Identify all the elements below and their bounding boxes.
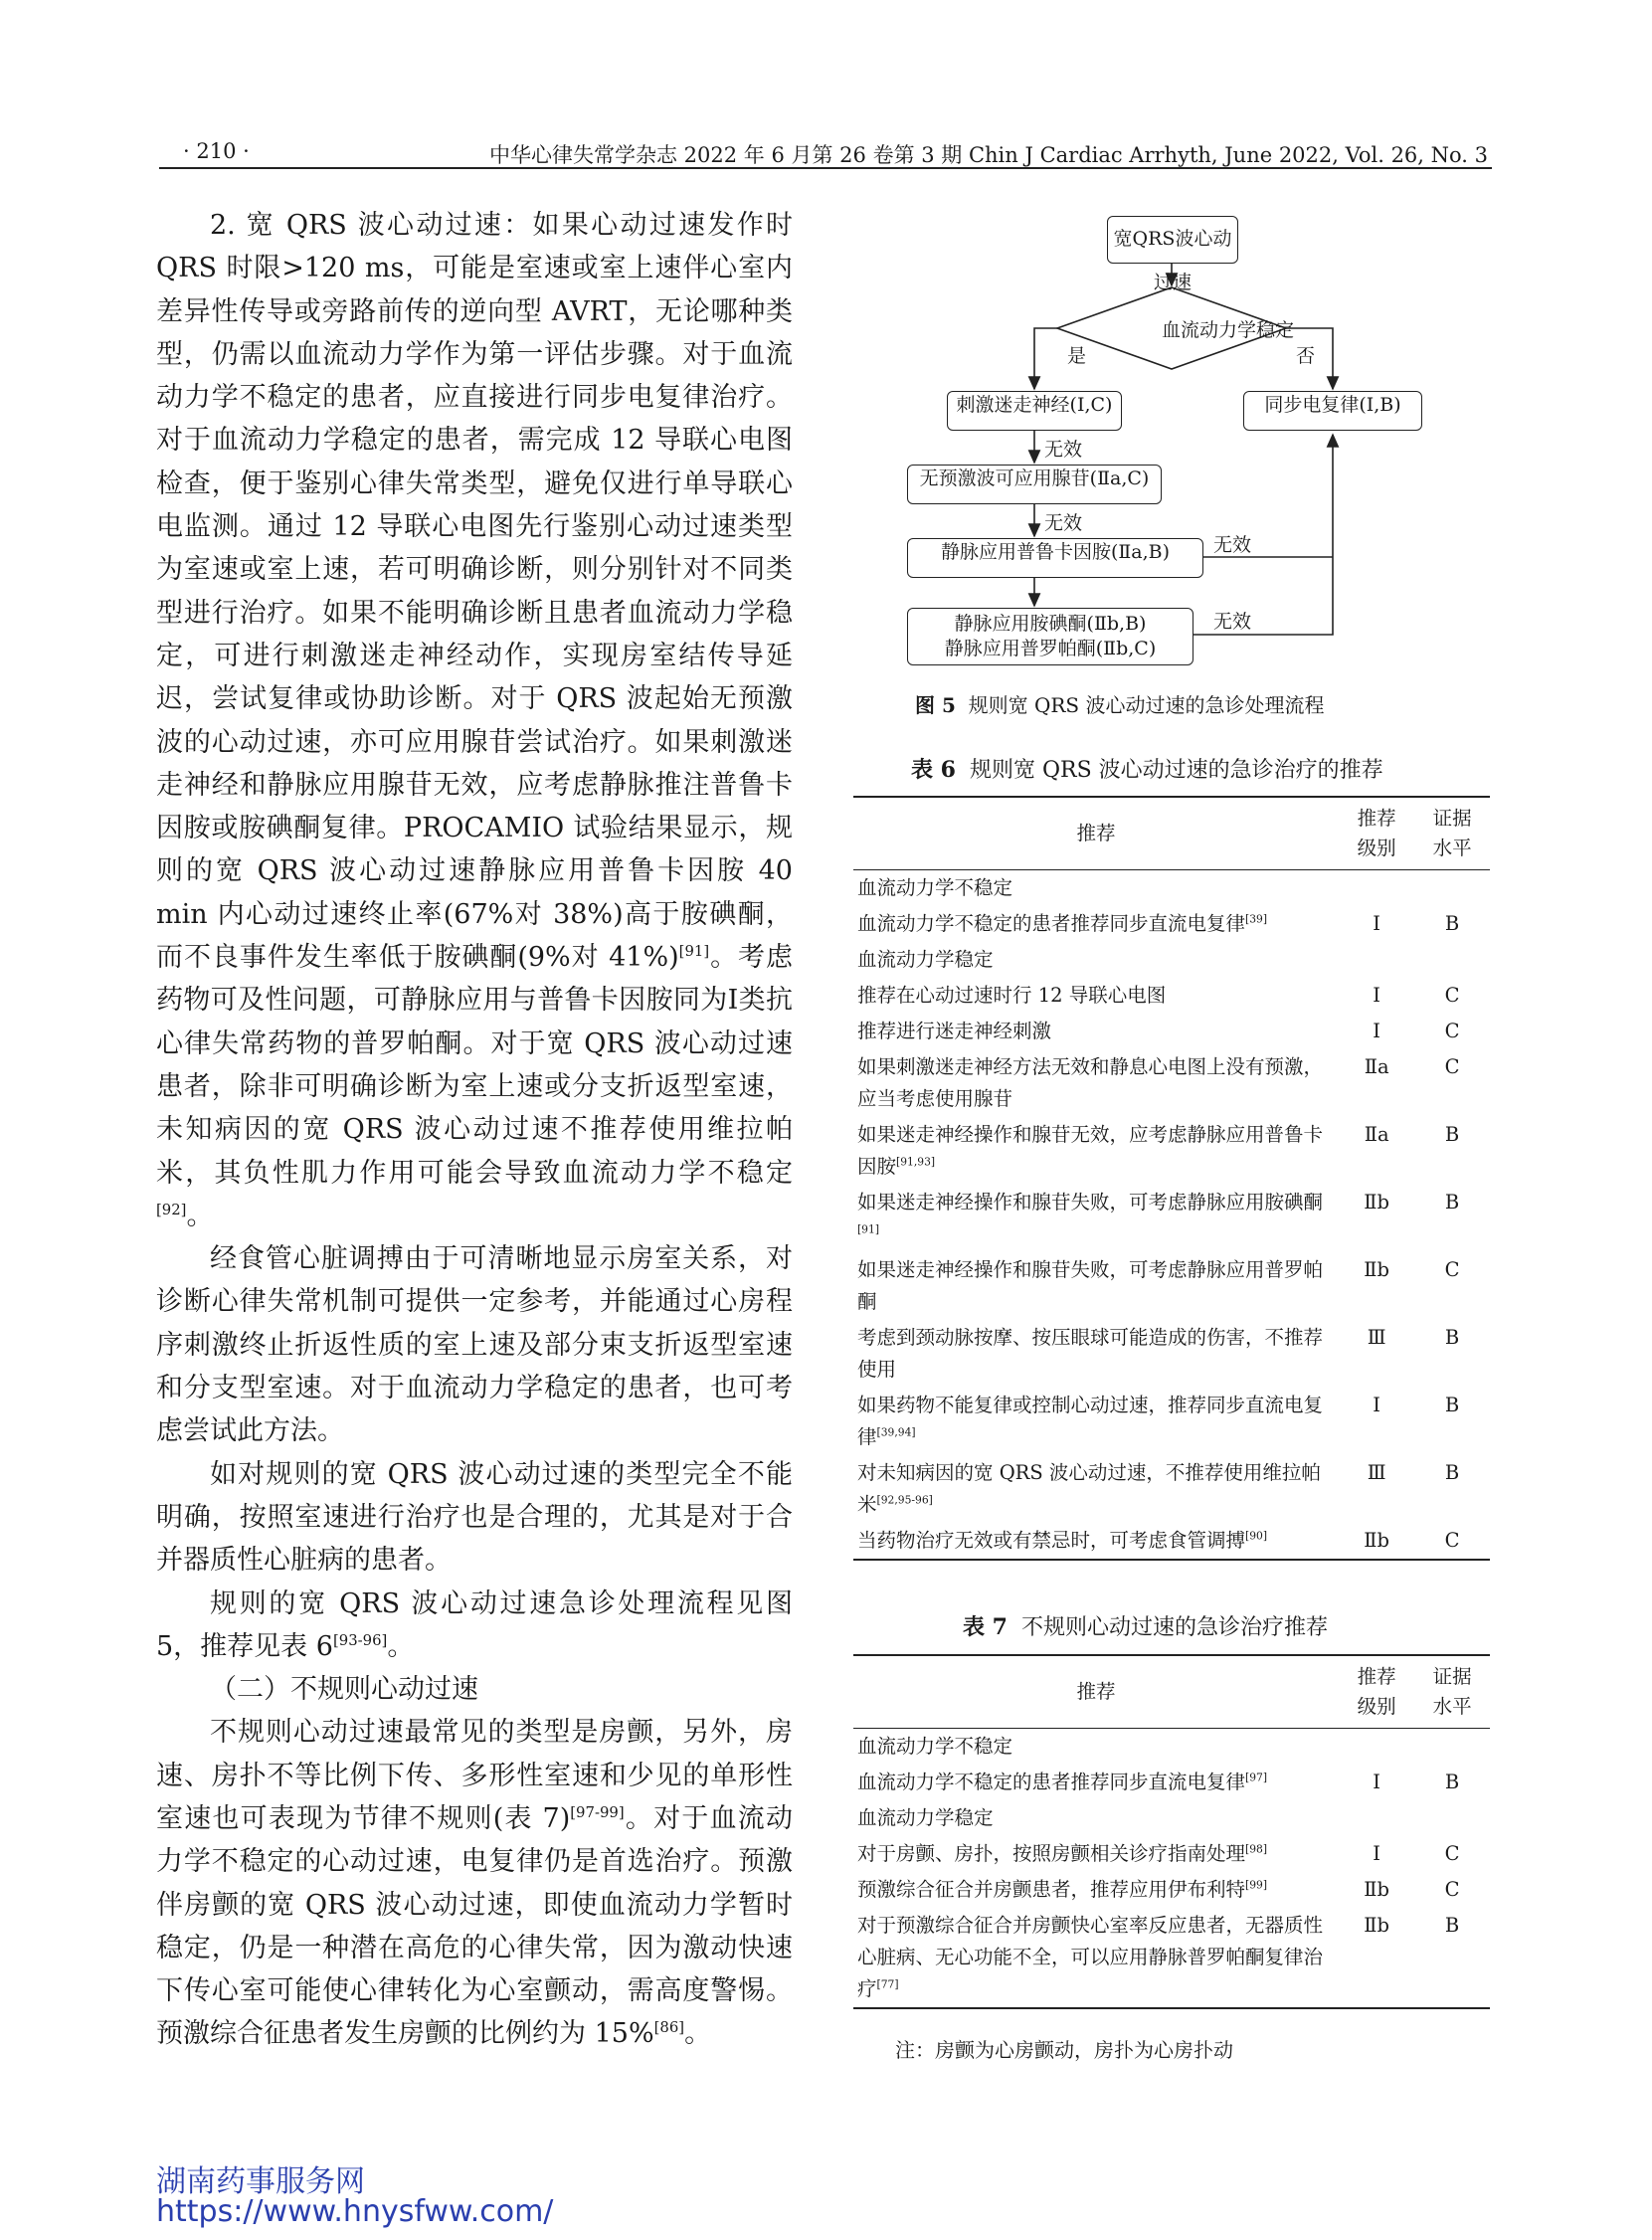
citation: [90] bbox=[1245, 1529, 1268, 1543]
paragraph-wide-qrs: 2. 宽 QRS 波心动过速：如果心动过速发作时 QRS 时限>120 ms，可能是室速或室上速伴心室内差异性传导或旁路前传的逆向型 AVRT，无论哪种类型，仍需以血流动力学作为第一评估步骤。对于血流动力学不稳定的患者，应直接进行同步电复律治疗。对于血流动力学稳定的患者，需完成 12 导联心电图检查，便于鉴别心律失常类型，避免仅进行单导联心电监测。通过 12 导联心电图先行鉴别心动过速类型为室速或室上速，若可明确诊断，则分别针对不同类型进行治疗。如果不能明确诊断且患者血流动力学稳定，可进行刺激迷走神经动作，实现房室结传导延迟，尝试复律或协助诊断。对于 QRS 波起始无预激波的心动过速，亦可应用腺苷尝试治疗。如果刺激迷走神经和静脉应用腺苷无效，应考虑静脉推注普鲁卡因胺或胺碘酮复律。PROCAMIO 试验结果显示，规则的宽 QRS 波心动过速静脉应用普鲁卡因胺 40 min 内心动过速终止率(67%对 38%)高于胺碘酮，而不良事件发生率低于胺碘酮(9%对 41%)[91]。考虑药物可及性问题，可静脉应用与普鲁卡因胺同为Ⅰ类抗心律失常药物的普罗帕酮。对于宽 QRS 波心动过速患者，除非可明确诊断为室上速或分支折返型室速，未知病因的宽 QRS 波心动过速不推荐使用维拉帕米，其负性肌力作用可能会导致血流动力学不稳定[92]。 bbox=[156, 210, 794, 1231]
class-cell: Ⅰ bbox=[1373, 1394, 1380, 1416]
table-row bbox=[853, 1049, 1490, 1117]
table-7-note: 注：房颤为心房颤动，房扑为心房扑动 bbox=[895, 2038, 1233, 2062]
table-row bbox=[853, 1872, 1490, 1908]
flowchart-figure-5 bbox=[895, 204, 1452, 671]
flow-cardioversion: 同步电复律(Ⅰ,B) bbox=[1243, 391, 1422, 431]
flow-start: 宽QRS波心动过速 bbox=[1107, 216, 1238, 264]
recommendation-cell: 推荐在心动过速时行 12 导联心电图 bbox=[857, 984, 1167, 1007]
recommendation-cell: 对于房颤、房扑，按照房颤相关诊疗指南处理[98] bbox=[857, 1842, 1268, 1865]
class-cell: Ⅱb bbox=[1364, 1258, 1390, 1281]
table-header-row bbox=[853, 797, 1490, 870]
class-cell: Ⅱb bbox=[1364, 1191, 1390, 1213]
flow-no-label: 否 bbox=[1296, 345, 1316, 367]
col-level: 证据 水平 bbox=[1414, 797, 1490, 870]
table-group-row bbox=[853, 870, 1490, 907]
level-cell: B bbox=[1444, 1461, 1460, 1484]
arrow-yes bbox=[1034, 328, 1057, 389]
table-group-row bbox=[853, 942, 1490, 978]
level-cell: C bbox=[1444, 984, 1460, 1007]
citation: [91,93] bbox=[896, 1155, 936, 1169]
group-label: 血流动力学稳定 bbox=[857, 1806, 994, 1829]
recommendation-cell: 如果迷走神经操作和腺苷失败，可考虑静脉应用普罗帕酮 bbox=[857, 1258, 1324, 1313]
group-label: 血流动力学不稳定 bbox=[857, 876, 1013, 899]
citation: [97] bbox=[1245, 1771, 1268, 1784]
citation: [77] bbox=[876, 1977, 899, 1991]
table-row bbox=[853, 1185, 1490, 1252]
level-cell: B bbox=[1444, 1394, 1460, 1416]
table-7 bbox=[853, 1654, 1490, 2009]
recommendation-cell: 考虑到颈动脉按摩、按压眼球可能造成的伤害，不推荐使用 bbox=[857, 1326, 1324, 1381]
section-heading: （二）不规则心动过速 bbox=[210, 1674, 478, 1706]
citation: [39] bbox=[1245, 912, 1268, 926]
flow-adenosine: 无预激波可应用腺苷(Ⅱa,C) bbox=[907, 465, 1162, 504]
col-level: 证据 水平 bbox=[1414, 1655, 1490, 1729]
level-cell: C bbox=[1444, 1878, 1460, 1901]
flow-ineffective-3: 无效 bbox=[1213, 534, 1252, 556]
class-cell: Ⅱa bbox=[1364, 1055, 1389, 1078]
class-cell: Ⅰ bbox=[1373, 984, 1380, 1007]
flow-procainamide: 静脉应用普鲁卡因胺(Ⅱa,B) bbox=[907, 538, 1203, 578]
level-cell: C bbox=[1444, 1055, 1460, 1078]
flow-decision-label: 血流动力学稳定 bbox=[1162, 319, 1295, 341]
table-row bbox=[853, 1523, 1490, 1560]
col-class: 推荐 级别 bbox=[1339, 797, 1414, 870]
table-group-row bbox=[853, 1729, 1490, 1766]
table-row bbox=[853, 1908, 1490, 2008]
recommendation-cell: 当药物治疗无效或有禁忌时，可考虑食管调搏[90] bbox=[857, 1529, 1268, 1552]
paragraph-flow-ref: 规则的宽 QRS 波心动过速急诊处理流程见图 5，推荐见表 6[93-96]。 bbox=[156, 1587, 793, 1662]
left-column bbox=[156, 204, 793, 2056]
table-row bbox=[853, 1388, 1490, 1455]
class-cell: Ⅲ bbox=[1367, 1326, 1386, 1349]
class-cell: Ⅱa bbox=[1364, 1123, 1389, 1146]
group-label: 血流动力学稳定 bbox=[857, 948, 994, 971]
citation: [91] bbox=[678, 942, 710, 961]
class-cell: Ⅱb bbox=[1364, 1878, 1389, 1901]
class-cell: Ⅱb bbox=[1364, 1914, 1389, 1937]
flow-ineffective-2: 无效 bbox=[1044, 512, 1083, 534]
class-cell: Ⅰ bbox=[1373, 1771, 1380, 1793]
citation: [91] bbox=[857, 1222, 880, 1236]
class-cell: Ⅰ bbox=[1373, 1842, 1380, 1865]
citation: [93-96] bbox=[332, 1630, 388, 1649]
table-header-row bbox=[853, 1655, 1490, 1729]
paragraph-unclear-type: 如对规则的宽 QRS 波心动过速的类型完全不能明确，按照室速进行治疗也是合理的，尤其是对于合并器质性心脏病的患者。 bbox=[156, 1458, 793, 1577]
level-cell: B bbox=[1444, 1771, 1460, 1793]
recommendation-cell: 如果刺激迷走神经方法无效和静息心电图上没有预激，应当考虑使用腺苷 bbox=[857, 1055, 1324, 1110]
col-recommendation: 推荐 bbox=[853, 1655, 1339, 1729]
citation: [98] bbox=[1245, 1842, 1268, 1856]
flow-ineffective-1: 无效 bbox=[1044, 439, 1083, 461]
recommendation-cell: 血流动力学不稳定的患者推荐同步直流电复律[97] bbox=[857, 1771, 1268, 1793]
level-cell: C bbox=[1444, 1842, 1460, 1865]
citation: [92] bbox=[156, 1200, 187, 1218]
table-7-caption: 表 7 不规则心动过速的急诊治疗推荐 bbox=[963, 1614, 1328, 1640]
recommendation-cell: 如果迷走神经操作和腺苷失败，可考虑静脉应用胺碘酮[91] bbox=[857, 1191, 1324, 1236]
recommendation-cell: 对于预激综合征合并房颤快心室率反应患者，无器质性心脏病、无心功能不全，可以应用静脉普罗帕酮复律治疗[77] bbox=[857, 1914, 1324, 2000]
table-row bbox=[853, 978, 1490, 1014]
col-recommendation: 推荐 bbox=[853, 797, 1339, 870]
citation: [86] bbox=[653, 2018, 685, 2037]
table-row bbox=[853, 1836, 1490, 1872]
recommendation-cell: 对未知病因的宽 QRS 波心动过速，不推荐使用维拉帕米[92,95-96] bbox=[857, 1461, 1321, 1516]
table-row bbox=[853, 1117, 1490, 1185]
table-row bbox=[853, 1765, 1490, 1800]
flow-vagal: 刺激迷走神经(Ⅰ,C) bbox=[947, 391, 1122, 431]
level-cell: C bbox=[1444, 1020, 1460, 1042]
table-row bbox=[853, 1252, 1490, 1320]
watermark-site-name: 湖南药事服务网 bbox=[156, 2164, 365, 2199]
figure-caption: 图 5 规则宽 QRS 波心动过速的急诊处理流程 bbox=[915, 693, 1325, 717]
flow-ineffective-4: 无效 bbox=[1213, 611, 1252, 633]
flow-yes-label: 是 bbox=[1067, 345, 1087, 367]
table-row bbox=[853, 1014, 1490, 1049]
citation: [39,94] bbox=[876, 1425, 916, 1439]
class-cell: Ⅰ bbox=[1373, 912, 1380, 935]
recommendation-cell: 预激综合征合并房颤患者，推荐应用伊布利特[99] bbox=[857, 1878, 1268, 1901]
level-cell: C bbox=[1444, 1258, 1460, 1281]
class-cell: Ⅲ bbox=[1367, 1461, 1386, 1484]
recommendation-cell: 推荐进行迷走神经刺激 bbox=[857, 1020, 1052, 1042]
recommendation-cell: 血流动力学不稳定的患者推荐同步直流电复律[39] bbox=[857, 912, 1268, 935]
recommendation-cell: 如果药物不能复律或控制心动过速，推荐同步直流电复律[39,94] bbox=[857, 1394, 1324, 1448]
page-number: · 210 · bbox=[183, 139, 250, 163]
table-row bbox=[853, 1320, 1490, 1388]
flow-amiodarone-propafenone: 静脉应用胺碘酮(Ⅱb,B) 静脉应用普罗帕酮(Ⅱb,C) bbox=[907, 608, 1193, 665]
level-cell: B bbox=[1444, 1914, 1460, 1937]
level-cell: B bbox=[1444, 1326, 1460, 1349]
table-row bbox=[853, 906, 1490, 942]
journal-header: 中华心律失常学杂志 2022 年 6 月第 26 卷第 3 期 Chin J Cardiac Arrhyth, June 2022, Vol. 26, No. 3 bbox=[489, 143, 1488, 167]
col-class: 推荐 级别 bbox=[1339, 1655, 1414, 1729]
level-cell: B bbox=[1444, 912, 1460, 935]
paragraph-irregular: 不规则心动过速最常见的类型是房颤，另外，房速、房扑不等比例下传、多形性室速和少见的单形性室速也可表现为节律不规则(表 7)[97-99]。对于血流动力学不稳定的心动过速，电复律仍是首选治疗。预激伴房颤的宽 QRS 波心动过速，即使血流动力学暂时稳定，仍是一种潜在高危的心律失常，因为激动快速下传心室可能使心律转化为心室颤动，需高度警惕。预激综合征患者发生房颤的比例约为 15%[86]。 bbox=[156, 1717, 794, 2050]
table-6-caption: 表 6 规则宽 QRS 波心动过速的急诊治疗的推荐 bbox=[911, 757, 1383, 783]
table-group-row bbox=[853, 1800, 1490, 1836]
group-label: 血流动力学不稳定 bbox=[857, 1735, 1013, 1758]
citation: [92,95-96] bbox=[876, 1493, 933, 1507]
citation: [97-99] bbox=[570, 1802, 625, 1821]
level-cell: B bbox=[1444, 1191, 1460, 1213]
citation: [99] bbox=[1245, 1878, 1268, 1892]
level-cell: C bbox=[1444, 1529, 1460, 1552]
table-row bbox=[853, 1455, 1490, 1523]
class-cell: Ⅱb bbox=[1364, 1529, 1390, 1552]
recommendation-cell: 如果迷走神经操作和腺苷无效，应考虑静脉应用普鲁卡因胺[91,93] bbox=[857, 1123, 1324, 1178]
table-6 bbox=[853, 796, 1490, 1561]
header-rule bbox=[159, 167, 1492, 169]
level-cell: B bbox=[1444, 1123, 1460, 1146]
class-cell: Ⅰ bbox=[1373, 1020, 1380, 1042]
watermark-url: https://www.hnysfww.com/ bbox=[156, 2194, 554, 2229]
paragraph-tee-pacing: 经食管心脏调搏由于可清晰地显示房室关系，对诊断心律失常机制可提供一定参考，并能通过心房程序刺激终止折返性质的室上速及部分束支折返型室速和分支型室速。对于血流动力学稳定的患者，也可考虑尝试此方法。 bbox=[156, 1243, 793, 1447]
